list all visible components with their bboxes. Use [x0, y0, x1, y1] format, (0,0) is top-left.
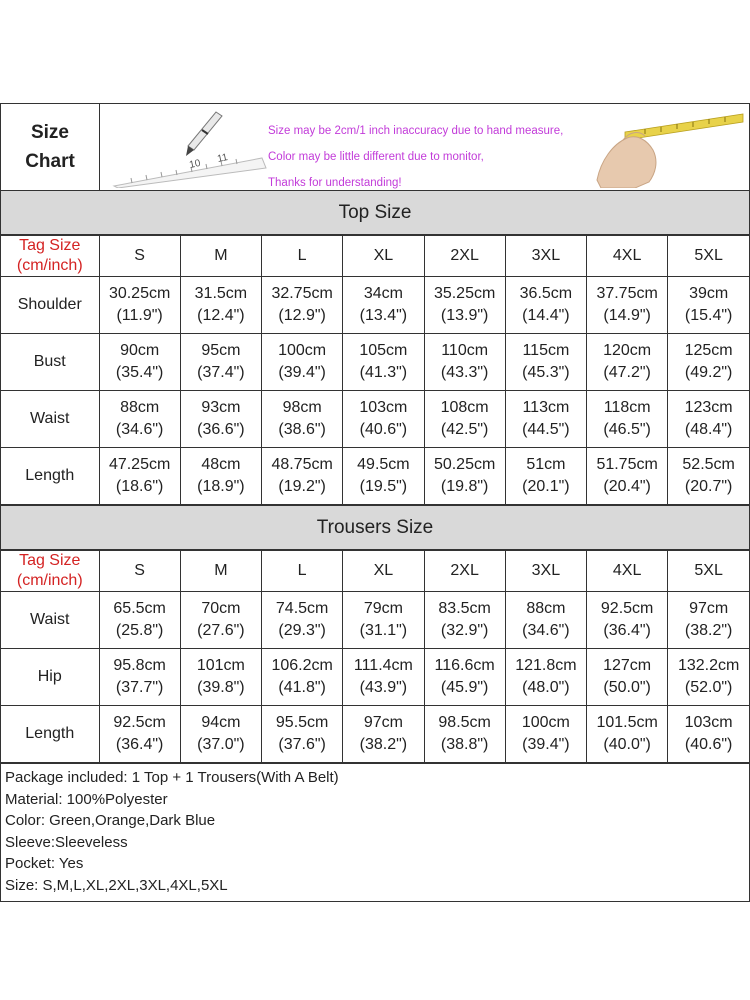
measuring-tape-hand-icon — [595, 110, 745, 188]
cm-value: 103cm — [359, 399, 408, 416]
measurement-cell — [99, 649, 180, 706]
inch-value: (48.4") — [684, 421, 733, 438]
measurement-cell — [505, 334, 586, 391]
inch-value: (41.3") — [359, 364, 408, 381]
measurement-label: Waist — [1, 592, 99, 649]
inch-value: (44.5") — [522, 421, 570, 438]
measurement-cell — [587, 448, 668, 505]
title-line-1: Size — [30, 122, 70, 143]
cm-value: 47.25cm — [108, 456, 171, 473]
measurement-label: Hip — [1, 649, 99, 706]
cm-value: 52.5cm — [682, 456, 735, 473]
measurement-cell — [587, 391, 668, 448]
cm-value: 39cm — [689, 285, 729, 302]
measurement-row — [1, 706, 749, 763]
inch-value: (36.6") — [197, 421, 245, 438]
inch-value: (34.6") — [115, 421, 164, 438]
inch-value: (39.8") — [197, 679, 245, 696]
info-size: Size: S,M,L,XL,2XL,3XL,4XL,5XL — [5, 876, 228, 894]
inch-value: (37.6") — [278, 736, 326, 753]
measurement-cell — [180, 649, 261, 706]
inch-value: (36.4") — [115, 736, 164, 753]
measurement-cell — [587, 592, 668, 649]
info-material: Material: 100%Polyester — [5, 790, 168, 808]
measurement-cell — [587, 277, 668, 334]
cm-value: 113cm — [522, 399, 570, 416]
measurement-cell — [505, 592, 586, 649]
cm-value: 92.5cm — [600, 600, 654, 617]
measurement-cell — [343, 448, 424, 505]
cm-value: 88cm — [120, 399, 160, 416]
measurement-cell — [343, 391, 424, 448]
inch-value: (12.9") — [278, 307, 326, 324]
inch-value: (38.2") — [684, 622, 733, 639]
tag-unit-line: (cm/inch) — [16, 257, 83, 274]
inch-value: (25.8") — [115, 622, 164, 639]
inch-value: (40.0") — [603, 736, 651, 753]
info-pocket: Pocket: Yes — [5, 855, 84, 873]
inch-value: (37.7") — [115, 679, 164, 696]
measurement-cell — [262, 277, 343, 334]
cm-value: 90cm — [120, 342, 160, 359]
cm-value: 35.25cm — [433, 285, 496, 302]
inch-value: (48.0") — [522, 679, 570, 696]
measurement-cell — [343, 649, 424, 706]
inch-value: (45.9") — [440, 679, 489, 696]
measurement-cell — [99, 334, 180, 391]
measurement-cell — [424, 592, 505, 649]
cm-value: 51cm — [526, 456, 566, 473]
measurement-cell — [262, 334, 343, 391]
cm-value: 125cm — [684, 342, 733, 359]
tag-size-line: Tag Size — [19, 237, 81, 254]
product-info — [1, 763, 749, 901]
measurement-cell — [587, 649, 668, 706]
size-column-header: 4XL — [587, 551, 668, 592]
inch-value: (13.9") — [440, 307, 489, 324]
cm-value: 98.5cm — [438, 714, 491, 731]
measurement-cell — [668, 448, 749, 505]
cm-value: 94cm — [201, 714, 241, 731]
measurement-cell — [99, 448, 180, 505]
cm-value: 101cm — [196, 657, 245, 674]
size-column-header: S — [99, 236, 180, 277]
measurement-cell — [180, 706, 261, 763]
cm-value: 92.5cm — [113, 714, 166, 731]
inch-value: (18.9") — [197, 478, 245, 495]
cm-value: 51.75cm — [596, 456, 658, 473]
size-column-header: 5XL — [668, 236, 749, 277]
size-column-header: M — [180, 551, 261, 592]
inch-value: (36.4") — [603, 622, 651, 639]
inch-value: (29.3") — [278, 622, 326, 639]
trousers-size-table — [1, 550, 749, 763]
cm-value: 65.5cm — [113, 600, 166, 617]
cm-value: 103cm — [684, 714, 733, 731]
measurement-cell — [343, 592, 424, 649]
measurement-label: Shoulder — [1, 277, 99, 334]
cm-value: 111.4cm — [353, 657, 413, 674]
measurement-label: Bust — [1, 334, 99, 391]
inch-value: (19.2") — [278, 478, 326, 495]
inch-value: (52.0") — [684, 679, 733, 696]
size-header-row — [1, 551, 749, 592]
cm-value: 127cm — [603, 657, 652, 674]
measurement-cell — [180, 592, 261, 649]
note-line: Size may be 2cm/1 inch inaccuracy due to hand measure, — [268, 125, 564, 137]
measurement-label: Length — [1, 706, 99, 763]
measurement-cell — [424, 334, 505, 391]
inch-value: (32.9") — [440, 622, 489, 639]
measurement-cell — [262, 649, 343, 706]
cm-value: 95.8cm — [113, 657, 166, 674]
ruler-pencil-icon — [112, 108, 272, 188]
measurement-row — [1, 277, 749, 334]
cm-value: 32.75cm — [271, 285, 333, 302]
cm-value: 116.6cm — [434, 657, 495, 674]
inch-value: (19.8") — [440, 478, 489, 495]
cm-value: 31.5cm — [194, 285, 248, 302]
inch-value: (34.6") — [522, 622, 570, 639]
measurement-cell — [587, 706, 668, 763]
ruler-mark-10: 10 — [188, 157, 202, 171]
measurement-cell — [505, 391, 586, 448]
note-line: Color may be little different due to monitor, — [268, 151, 484, 163]
size-column-header: M — [180, 236, 261, 277]
cm-value: 49.5cm — [357, 456, 410, 473]
inch-value: (37.4") — [197, 364, 245, 381]
measurement-cell — [343, 277, 424, 334]
inch-value: (27.6") — [197, 622, 245, 639]
measurement-cell — [262, 706, 343, 763]
cm-value: 95.5cm — [275, 714, 329, 731]
inch-value: (41.8") — [278, 679, 326, 696]
info-package: Package included: 1 Top + 1 Trousers(With A Belt) — [5, 769, 339, 786]
measurement-cell — [343, 334, 424, 391]
inch-value: (43.9") — [359, 679, 408, 696]
measurement-cell — [668, 592, 749, 649]
size-column-header: L — [262, 236, 343, 277]
cm-value: 83.5cm — [438, 600, 491, 617]
measurement-cell — [668, 277, 749, 334]
measurement-cell — [262, 391, 343, 448]
inch-value: (45.3") — [522, 364, 570, 381]
inch-value: (38.6") — [278, 421, 326, 438]
size-column-header: L — [262, 551, 343, 592]
cm-value: 123cm — [684, 399, 733, 416]
measurement-cell — [180, 448, 261, 505]
cm-value: 36.5cm — [519, 285, 573, 302]
measurement-cell — [668, 706, 749, 763]
cm-value: 106.2cm — [271, 657, 333, 674]
measurement-cell — [180, 334, 261, 391]
size-column-header: XL — [343, 551, 424, 592]
measurement-row — [1, 448, 749, 505]
measure-banner — [100, 104, 749, 190]
inch-value: (19.5") — [359, 478, 408, 495]
cm-value: 110cm — [441, 342, 489, 359]
tag-unit-line: (cm/inch) — [16, 572, 83, 589]
measurement-cell — [668, 649, 749, 706]
measurement-cell — [180, 391, 261, 448]
inch-value: (20.7") — [684, 478, 733, 495]
inch-value: (46.5") — [603, 421, 651, 438]
cm-value: 48cm — [201, 456, 241, 473]
disclaimer-notes — [268, 118, 563, 190]
size-column-header: 3XL — [505, 236, 586, 277]
cm-value: 70cm — [201, 600, 241, 617]
cm-value: 101.5cm — [596, 714, 658, 731]
measurement-cell — [99, 277, 180, 334]
inch-value: (15.4") — [684, 307, 733, 324]
inch-value: (14.4") — [522, 307, 570, 324]
tag-size-label — [1, 551, 99, 592]
cm-value: 95cm — [201, 342, 241, 359]
info-sleeve: Sleeve:Sleeveless — [5, 833, 128, 851]
size-column-header: 4XL — [587, 236, 668, 277]
inch-value: (39.4") — [278, 364, 326, 381]
tag-size-label — [1, 236, 99, 277]
size-header-row — [1, 236, 749, 277]
trousers-size-heading: Trousers Size — [1, 505, 749, 550]
inch-value: (49.2") — [684, 364, 733, 381]
cm-value: 132.2cm — [677, 657, 740, 674]
measurement-cell — [424, 649, 505, 706]
cm-value: 79cm — [363, 600, 403, 617]
size-chart-title — [1, 104, 100, 190]
inch-value: (50.0") — [603, 679, 651, 696]
cm-value: 105cm — [359, 342, 408, 359]
inch-value: (37.0") — [197, 736, 245, 753]
cm-value: 37.75cm — [596, 285, 658, 302]
inch-value: (18.6") — [115, 478, 164, 495]
inch-value: (43.3") — [440, 364, 489, 381]
cm-value: 97cm — [689, 600, 729, 617]
cm-value: 50.25cm — [433, 456, 496, 473]
inch-value: (38.2") — [359, 736, 408, 753]
inch-value: (47.2") — [603, 364, 651, 381]
measurement-cell — [505, 448, 586, 505]
measurement-cell — [505, 277, 586, 334]
cm-value: 100cm — [278, 342, 327, 359]
inch-value: (35.4") — [115, 364, 164, 381]
measurement-cell — [424, 391, 505, 448]
cm-value: 120cm — [603, 342, 652, 359]
tag-size-line: Tag Size — [19, 552, 81, 569]
inch-value: (38.8") — [440, 736, 489, 753]
inch-value: (20.1") — [522, 478, 570, 495]
measurement-cell — [587, 334, 668, 391]
cm-value: 97cm — [363, 714, 403, 731]
measurement-row — [1, 649, 749, 706]
measurement-row — [1, 334, 749, 391]
inch-value: (39.4") — [522, 736, 570, 753]
cm-value: 100cm — [521, 714, 570, 731]
measurement-cell — [99, 391, 180, 448]
title-line-2: Chart — [25, 151, 75, 172]
top-size-table — [1, 235, 749, 505]
inch-value: (14.9") — [603, 307, 651, 324]
measurement-cell — [668, 334, 749, 391]
cm-value: 121.8cm — [515, 657, 577, 674]
note-line: Thanks for understanding! — [268, 177, 402, 189]
measurement-cell — [424, 277, 505, 334]
inch-value: (13.4") — [359, 307, 408, 324]
measurement-row — [1, 592, 749, 649]
inch-value: (40.6") — [684, 736, 733, 753]
measurement-cell — [505, 706, 586, 763]
measurement-label: Waist — [1, 391, 99, 448]
size-column-header: 2XL — [424, 551, 505, 592]
cm-value: 74.5cm — [275, 600, 329, 617]
measurement-cell — [99, 592, 180, 649]
info-color: Color: Green,Orange,Dark Blue — [5, 812, 216, 830]
cm-value: 88cm — [526, 600, 566, 617]
measurement-label: Length — [1, 448, 99, 505]
measurement-cell — [180, 277, 261, 334]
cm-value: 108cm — [440, 399, 489, 416]
cm-value: 98cm — [282, 399, 322, 416]
size-chart-header — [1, 104, 749, 191]
measurement-row — [1, 391, 749, 448]
measurement-cell — [424, 448, 505, 505]
cm-value: 115cm — [522, 342, 570, 359]
measurement-cell — [424, 706, 505, 763]
cm-value: 93cm — [201, 399, 241, 416]
inch-value: (20.4") — [603, 478, 651, 495]
cm-value: 30.25cm — [108, 285, 171, 302]
inch-value: (11.9") — [116, 307, 163, 324]
measurement-cell — [668, 391, 749, 448]
top-size-heading: Top Size — [1, 191, 749, 235]
cm-value: 118cm — [603, 399, 651, 416]
inch-value: (12.4") — [197, 307, 245, 324]
inch-value: (40.6") — [359, 421, 408, 438]
cm-value: 34cm — [363, 285, 403, 302]
inch-value: (42.5") — [440, 421, 489, 438]
measurement-cell — [505, 649, 586, 706]
size-column-header: 5XL — [668, 551, 749, 592]
measurement-cell — [343, 706, 424, 763]
size-column-header: 3XL — [505, 551, 586, 592]
size-column-header: XL — [343, 236, 424, 277]
measurement-cell — [262, 592, 343, 649]
measurement-cell — [99, 706, 180, 763]
cm-value: 48.75cm — [271, 456, 333, 473]
size-column-header: S — [99, 551, 180, 592]
measurement-cell — [262, 448, 343, 505]
inch-value: (31.1") — [359, 622, 408, 639]
ruler-mark-11: 11 — [216, 152, 229, 165]
size-chart-sheet — [0, 103, 750, 902]
size-column-header: 2XL — [424, 236, 505, 277]
